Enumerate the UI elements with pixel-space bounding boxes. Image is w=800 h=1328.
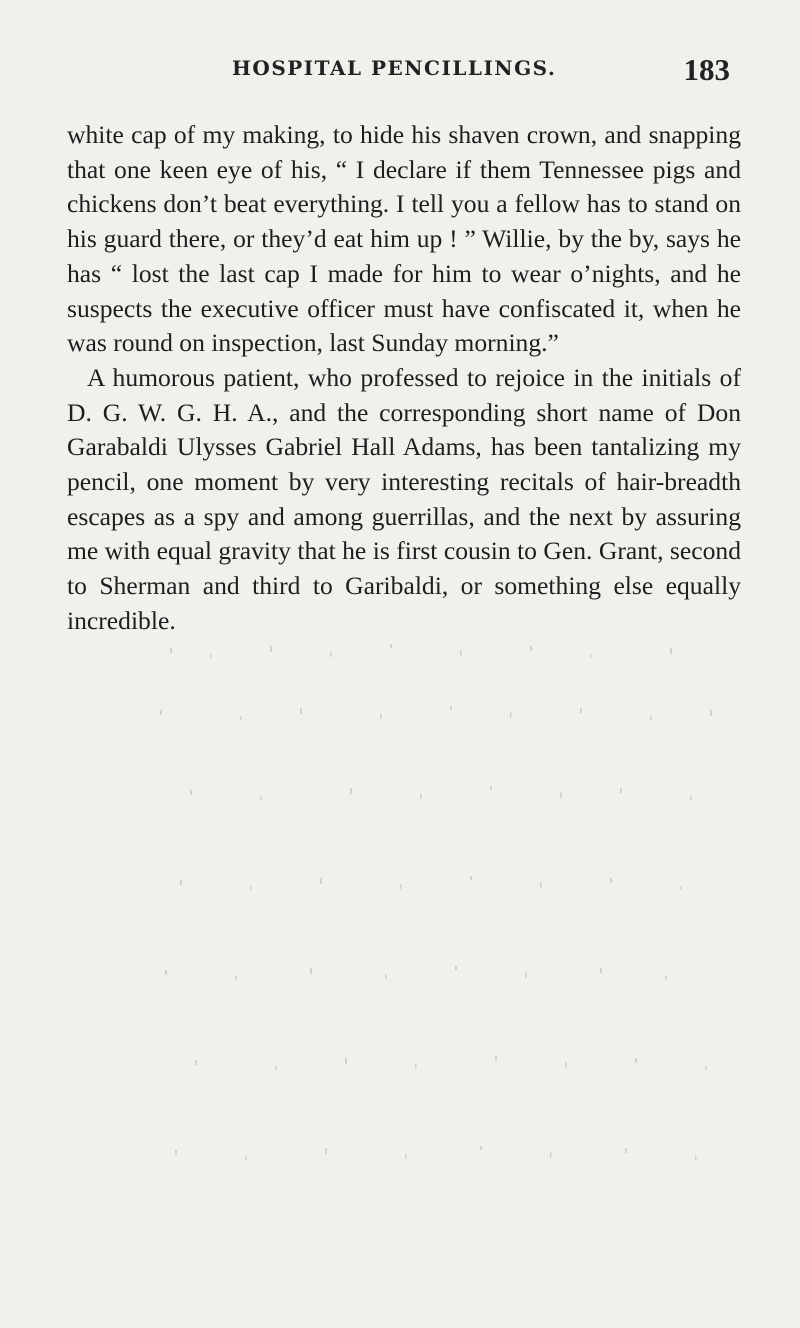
running-title: HOSPITAL PENCILLINGS. [232, 56, 557, 80]
bleed-through-speckles [150, 640, 730, 1200]
page-number: 183 [683, 52, 730, 87]
running-head [0, 52, 800, 96]
paragraph-continued: white cap of my making, to hide his shaven crown, and snapping that one keen eye of his, “ I declare if them Tennessee pigs and chickens don’t beat everything. I tell you a fellow has to stand on his guard there, or they’d eat him up ! ” Willie, by the by, says he has “ lost the last cap I made for him to wear o’nights, and he suspects the executive officer must have confiscated it, when he was round on inspection, last Sunday morning.” [67, 120, 741, 358]
paragraph-humorous-patient: A humorous patient, who professed to rejoice in the initials of D. G. W. G. H. A., and the corresponding short name of Don Garabaldi Ulysses Gabriel Hall Adams, has been tantalizing my pencil, one moment by very interesting recitals of hair-breadth escapes as a spy and among guerrillas, and the next by assuring me with equal gravity that he is first cousin to Gen. Grant, second to Sherman and third to Garibaldi, or something else equally incredible. [67, 362, 741, 635]
body-text [67, 118, 741, 639]
